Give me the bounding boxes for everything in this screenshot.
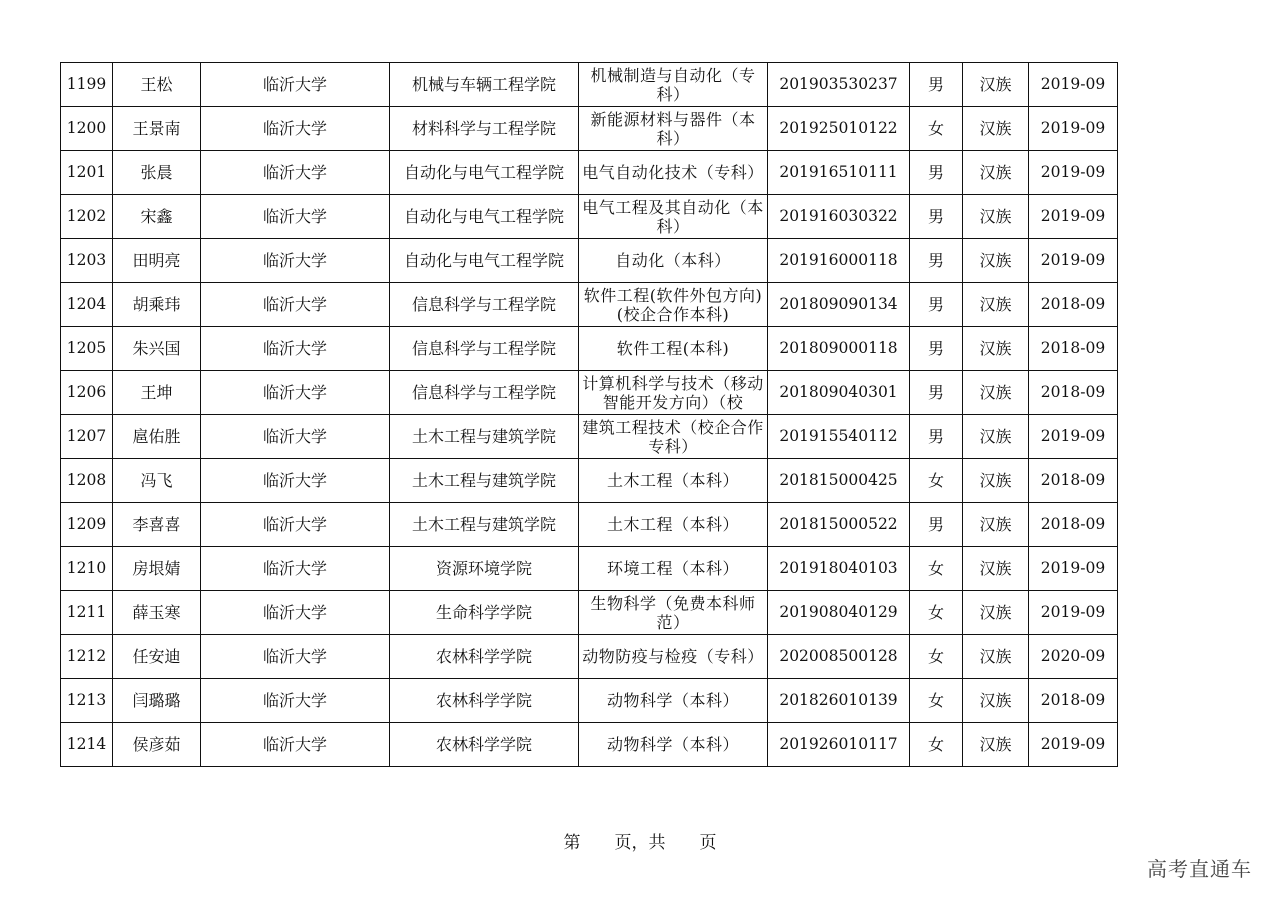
- college-name: 农林科学学院: [390, 679, 579, 723]
- row-number: 1200: [61, 107, 113, 151]
- row-number: 1209: [61, 503, 113, 547]
- major-name: 电气工程及其自动化（本科）: [579, 195, 768, 239]
- enrollment-date: 2019-09: [1029, 151, 1118, 195]
- enrollment-date: 2018-09: [1029, 679, 1118, 723]
- school-name: 临沂大学: [201, 371, 390, 415]
- ethnicity: 汉族: [963, 63, 1029, 107]
- enrollment-date: 2019-09: [1029, 239, 1118, 283]
- ethnicity: 汉族: [963, 679, 1029, 723]
- major-name: 土木工程（本科）: [579, 503, 768, 547]
- ethnicity: 汉族: [963, 415, 1029, 459]
- table-row: [61, 371, 1118, 415]
- major-name: 自动化（本科）: [579, 239, 768, 283]
- gender: 男: [910, 151, 963, 195]
- enrollment-date: 2018-09: [1029, 327, 1118, 371]
- college-name: 土木工程与建筑学院: [390, 503, 579, 547]
- school-name: 临沂大学: [201, 283, 390, 327]
- row-number: 1203: [61, 239, 113, 283]
- footer-ye: 页: [699, 833, 717, 853]
- major-name: 生物科学（免费本科师范）: [579, 591, 768, 635]
- major-name: 环境工程（本科）: [579, 547, 768, 591]
- row-number: 1213: [61, 679, 113, 723]
- enrollment-date: 2019-09: [1029, 63, 1118, 107]
- enrollment-date: 2019-09: [1029, 107, 1118, 151]
- table-row: [61, 503, 1118, 547]
- gender: 女: [910, 547, 963, 591]
- row-number: 1214: [61, 723, 113, 767]
- gender: 女: [910, 459, 963, 503]
- gender: 女: [910, 679, 963, 723]
- major-name: 土木工程（本科）: [579, 459, 768, 503]
- table-row: [61, 591, 1118, 635]
- ethnicity: 汉族: [963, 283, 1029, 327]
- row-number: 1207: [61, 415, 113, 459]
- enrollment-date: 2018-09: [1029, 283, 1118, 327]
- footer-page-sep: 页，共: [614, 833, 666, 853]
- student-id: 201815000425: [768, 459, 910, 503]
- major-name: 计算机科学与技术（移动智能开发方向）（校: [579, 371, 768, 415]
- student-id: 201915540112: [768, 415, 910, 459]
- college-name: 农林科学学院: [390, 723, 579, 767]
- table-row: [61, 679, 1118, 723]
- ethnicity: 汉族: [963, 327, 1029, 371]
- gender: 男: [910, 415, 963, 459]
- student-id: 202008500128: [768, 635, 910, 679]
- table-row: [61, 415, 1118, 459]
- gender: 女: [910, 723, 963, 767]
- enrollment-date: 2018-09: [1029, 503, 1118, 547]
- school-name: 临沂大学: [201, 459, 390, 503]
- ethnicity: 汉族: [963, 635, 1029, 679]
- gender: 男: [910, 195, 963, 239]
- student-name: 薛玉寒: [113, 591, 201, 635]
- student-id: 201916000118: [768, 239, 910, 283]
- student-name: 王松: [113, 63, 201, 107]
- row-number: 1199: [61, 63, 113, 107]
- major-name: 机械制造与自动化（专科）: [579, 63, 768, 107]
- student-id: 201809000118: [768, 327, 910, 371]
- student-id: 201918040103: [768, 547, 910, 591]
- enrollment-date: 2018-09: [1029, 459, 1118, 503]
- roster-body: [61, 63, 1118, 767]
- enrollment-date: 2020-09: [1029, 635, 1118, 679]
- table-row: [61, 327, 1118, 371]
- student-name: 房垠婧: [113, 547, 201, 591]
- gender: 男: [910, 503, 963, 547]
- enrollment-date: 2018-09: [1029, 371, 1118, 415]
- gender: 男: [910, 327, 963, 371]
- row-number: 1204: [61, 283, 113, 327]
- college-name: 土木工程与建筑学院: [390, 415, 579, 459]
- table-row: [61, 459, 1118, 503]
- page-footer: [0, 828, 1280, 853]
- gender: 男: [910, 63, 963, 107]
- school-name: 临沂大学: [201, 547, 390, 591]
- school-name: 临沂大学: [201, 151, 390, 195]
- row-number: 1202: [61, 195, 113, 239]
- student-roster-table: [60, 62, 1118, 767]
- ethnicity: 汉族: [963, 151, 1029, 195]
- gender: 女: [910, 635, 963, 679]
- gender: 女: [910, 107, 963, 151]
- enrollment-date: 2019-09: [1029, 547, 1118, 591]
- college-name: 机械与车辆工程学院: [390, 63, 579, 107]
- table-row: [61, 195, 1118, 239]
- school-name: 临沂大学: [201, 591, 390, 635]
- table-row: [61, 107, 1118, 151]
- gender: 男: [910, 239, 963, 283]
- ethnicity: 汉族: [963, 547, 1029, 591]
- ethnicity: 汉族: [963, 591, 1029, 635]
- enrollment-date: 2019-09: [1029, 591, 1118, 635]
- college-name: 土木工程与建筑学院: [390, 459, 579, 503]
- table-row: [61, 151, 1118, 195]
- student-name: 田明亮: [113, 239, 201, 283]
- student-name: 胡乘玮: [113, 283, 201, 327]
- student-id: 201916510111: [768, 151, 910, 195]
- student-id: 201809090134: [768, 283, 910, 327]
- student-id: 201815000522: [768, 503, 910, 547]
- table-row: [61, 547, 1118, 591]
- major-name: 软件工程(本科): [579, 327, 768, 371]
- college-name: 信息科学与工程学院: [390, 371, 579, 415]
- college-name: 生命科学学院: [390, 591, 579, 635]
- row-number: 1212: [61, 635, 113, 679]
- college-name: 信息科学与工程学院: [390, 283, 579, 327]
- college-name: 农林科学学院: [390, 635, 579, 679]
- school-name: 临沂大学: [201, 239, 390, 283]
- school-name: 临沂大学: [201, 679, 390, 723]
- student-name: 张晨: [113, 151, 201, 195]
- major-name: 软件工程(软件外包方向)(校企合作本科): [579, 283, 768, 327]
- table-row: [61, 283, 1118, 327]
- ethnicity: 汉族: [963, 459, 1029, 503]
- ethnicity: 汉族: [963, 107, 1029, 151]
- college-name: 自动化与电气工程学院: [390, 195, 579, 239]
- table-row: [61, 239, 1118, 283]
- row-number: 1206: [61, 371, 113, 415]
- major-name: 电气自动化技术（专科）: [579, 151, 768, 195]
- college-name: 信息科学与工程学院: [390, 327, 579, 371]
- ethnicity: 汉族: [963, 195, 1029, 239]
- student-name: 扈佑胜: [113, 415, 201, 459]
- student-id: 201908040129: [768, 591, 910, 635]
- student-id: 201925010122: [768, 107, 910, 151]
- ethnicity: 汉族: [963, 239, 1029, 283]
- student-name: 冯飞: [113, 459, 201, 503]
- enrollment-date: 2019-09: [1029, 723, 1118, 767]
- college-name: 材料科学与工程学院: [390, 107, 579, 151]
- student-id: 201903530237: [768, 63, 910, 107]
- table-row: [61, 63, 1118, 107]
- school-name: 临沂大学: [201, 195, 390, 239]
- school-name: 临沂大学: [201, 723, 390, 767]
- row-number: 1210: [61, 547, 113, 591]
- student-id: 201809040301: [768, 371, 910, 415]
- major-name: 动物科学（本科）: [579, 723, 768, 767]
- college-name: 资源环境学院: [390, 547, 579, 591]
- watermark: 高考直通车: [1147, 857, 1252, 881]
- college-name: 自动化与电气工程学院: [390, 239, 579, 283]
- school-name: 临沂大学: [201, 107, 390, 151]
- school-name: 临沂大学: [201, 63, 390, 107]
- row-number: 1208: [61, 459, 113, 503]
- student-name: 王景南: [113, 107, 201, 151]
- footer-di: 第: [563, 833, 581, 853]
- school-name: 临沂大学: [201, 327, 390, 371]
- student-id: 201926010117: [768, 723, 910, 767]
- student-name: 宋鑫: [113, 195, 201, 239]
- ethnicity: 汉族: [963, 371, 1029, 415]
- college-name: 自动化与电气工程学院: [390, 151, 579, 195]
- major-name: 动物防疫与检疫（专科）: [579, 635, 768, 679]
- student-name: 侯彦茹: [113, 723, 201, 767]
- student-name: 任安迪: [113, 635, 201, 679]
- student-id: 201916030322: [768, 195, 910, 239]
- student-name: 闫璐璐: [113, 679, 201, 723]
- major-name: 新能源材料与器件（本科）: [579, 107, 768, 151]
- ethnicity: 汉族: [963, 503, 1029, 547]
- school-name: 临沂大学: [201, 415, 390, 459]
- enrollment-date: 2019-09: [1029, 415, 1118, 459]
- student-id: 201826010139: [768, 679, 910, 723]
- table-row: [61, 635, 1118, 679]
- student-name: 王坤: [113, 371, 201, 415]
- major-name: 动物科学（本科）: [579, 679, 768, 723]
- gender: 男: [910, 371, 963, 415]
- school-name: 临沂大学: [201, 635, 390, 679]
- major-name: 建筑工程技术（校企合作专科）: [579, 415, 768, 459]
- table-row: [61, 723, 1118, 767]
- row-number: 1201: [61, 151, 113, 195]
- school-name: 临沂大学: [201, 503, 390, 547]
- gender: 男: [910, 283, 963, 327]
- row-number: 1205: [61, 327, 113, 371]
- student-name: 李喜喜: [113, 503, 201, 547]
- student-name: 朱兴国: [113, 327, 201, 371]
- ethnicity: 汉族: [963, 723, 1029, 767]
- gender: 女: [910, 591, 963, 635]
- row-number: 1211: [61, 591, 113, 635]
- enrollment-date: 2019-09: [1029, 195, 1118, 239]
